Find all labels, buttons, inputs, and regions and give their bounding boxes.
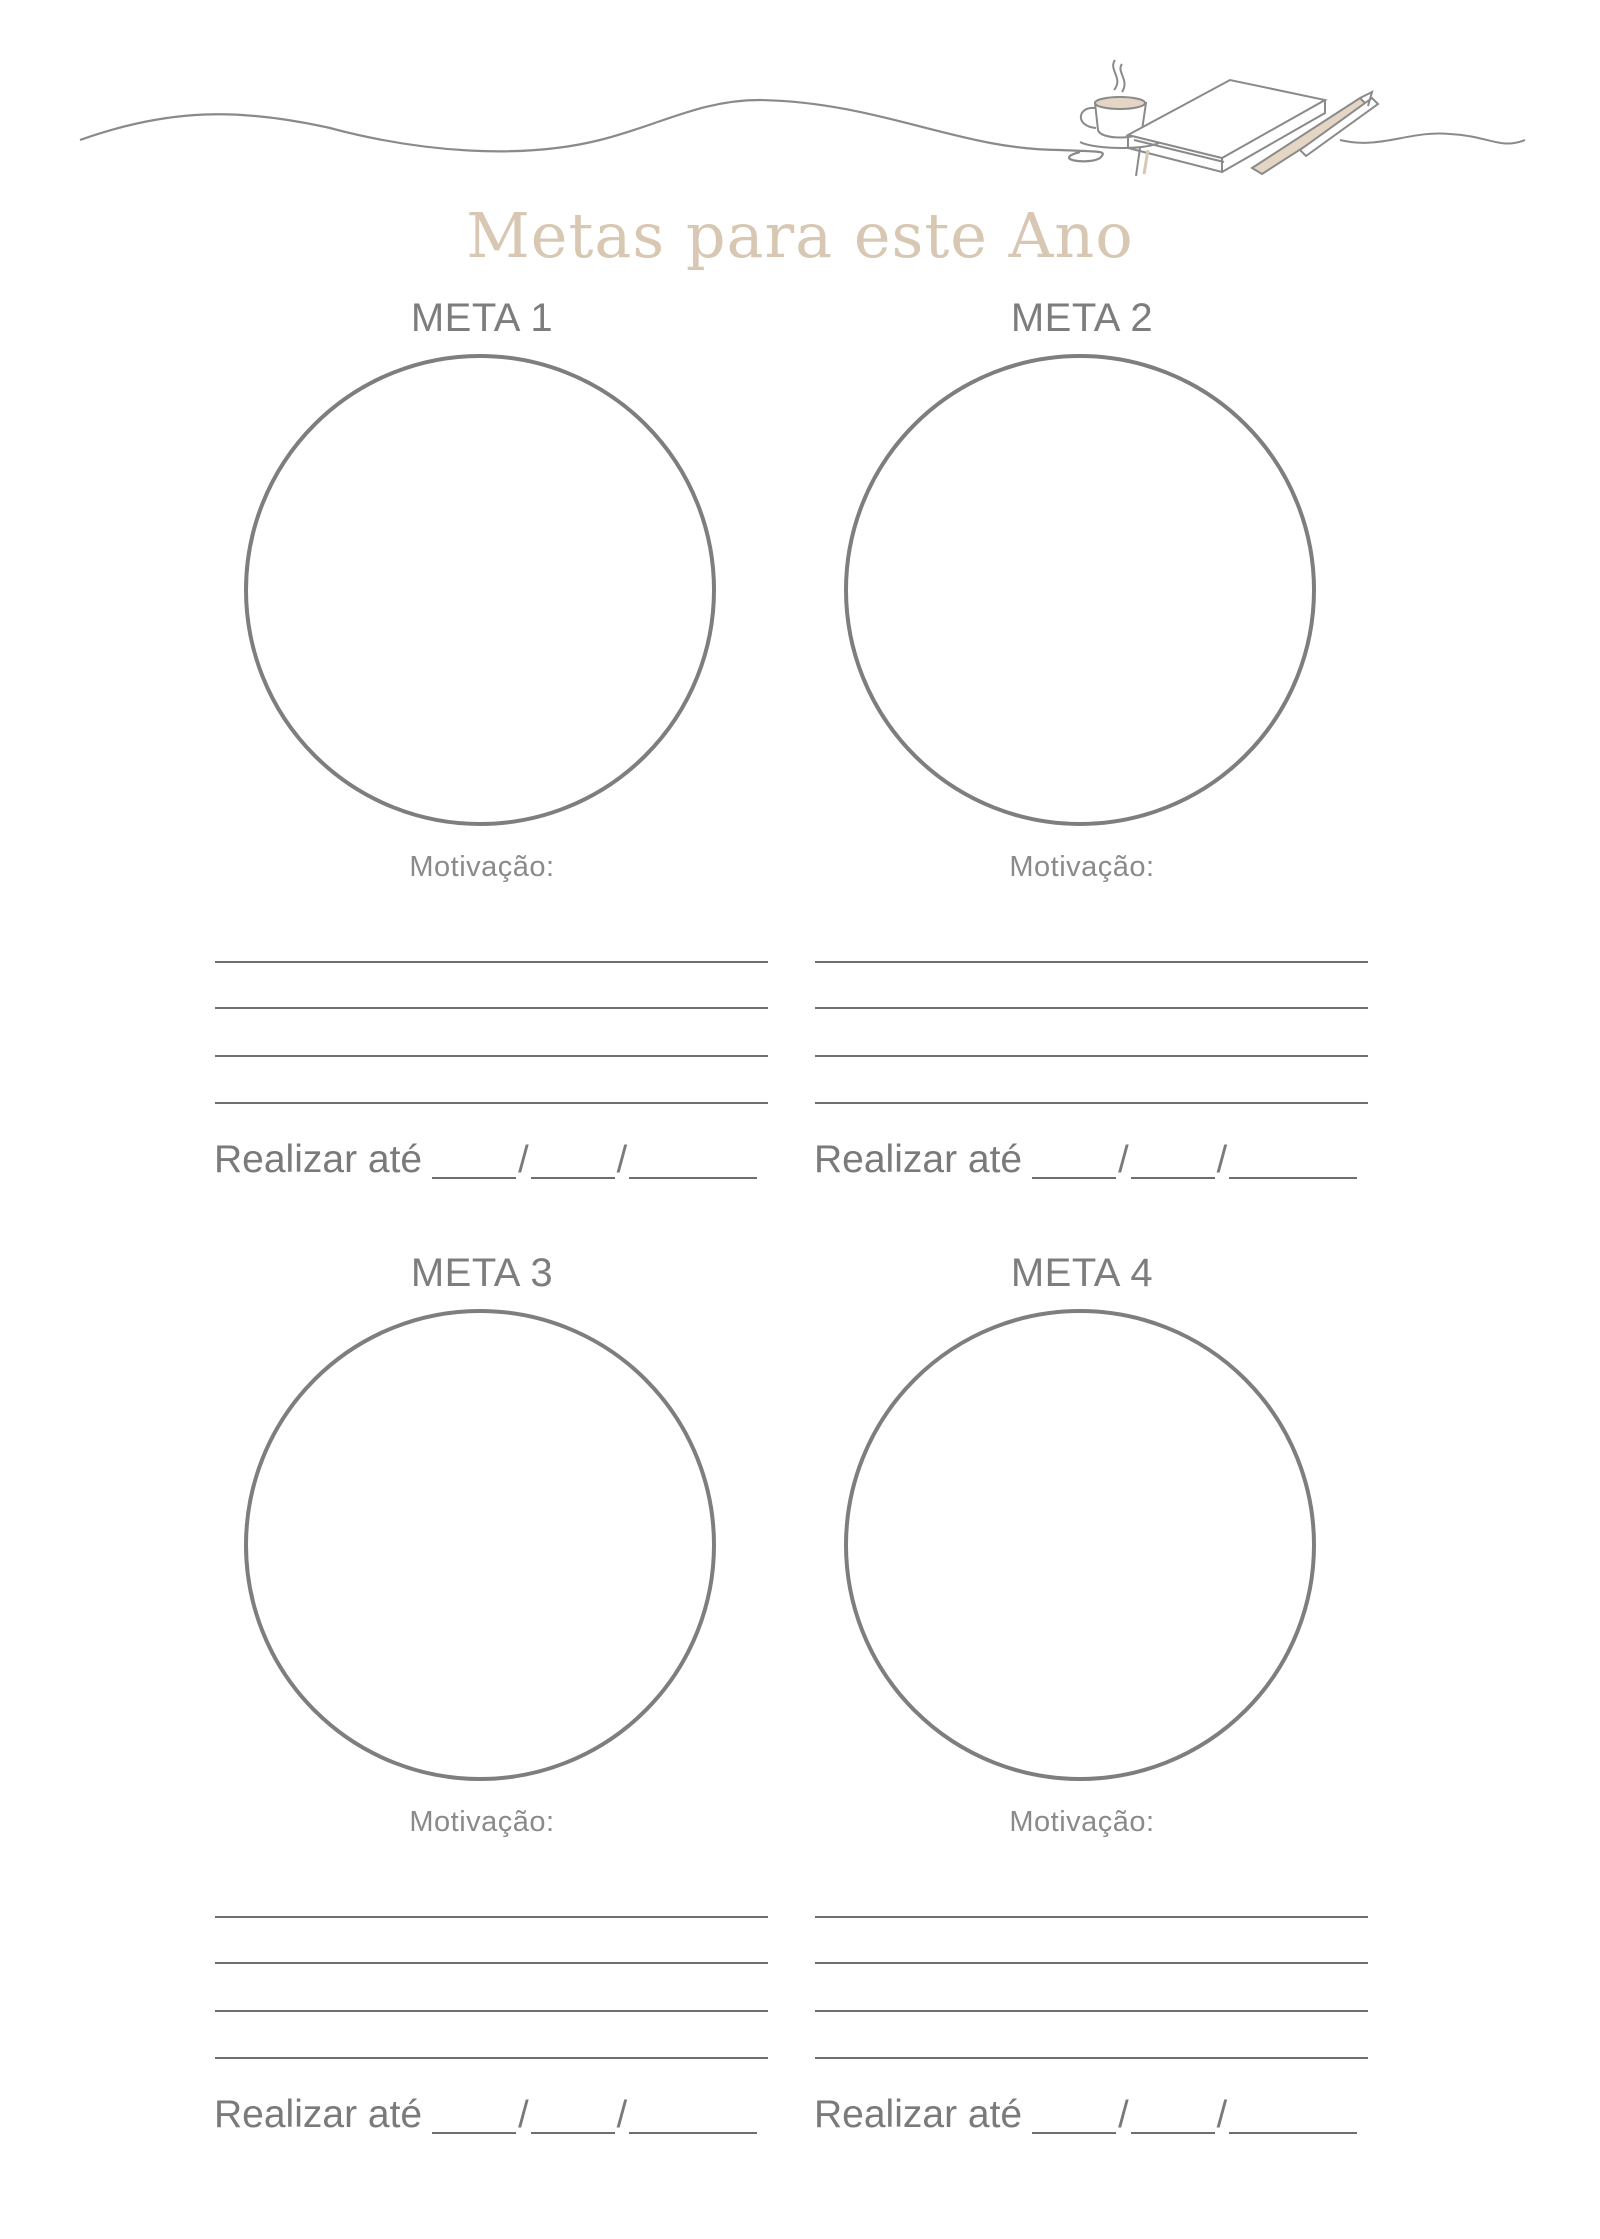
deadline-month-blank[interactable]: [1131, 1141, 1215, 1179]
deadline-day-blank[interactable]: [432, 1141, 516, 1179]
motivation-line-2[interactable]: [215, 1962, 768, 1964]
deadline-year-blank[interactable]: [629, 1141, 757, 1179]
deadline-day-blank[interactable]: [1032, 1141, 1116, 1179]
goal-circle[interactable]: [244, 354, 716, 826]
deadline-month-blank[interactable]: [1131, 2096, 1215, 2134]
deadline-day-blank[interactable]: [1032, 2096, 1116, 2134]
motivation-line-4[interactable]: [815, 1102, 1368, 1104]
motivation-label: Motivação:: [409, 1806, 555, 1838]
motivation-line-3[interactable]: [215, 2010, 768, 2012]
deadline-row: [814, 2095, 1374, 2143]
motivation-line-1[interactable]: [815, 1916, 1368, 1918]
goal-title: META 2: [1010, 296, 1154, 340]
motivation-line-3[interactable]: [815, 1055, 1368, 1057]
date-separator: /: [1216, 1139, 1228, 1181]
goal-title: META 4: [1010, 1251, 1154, 1295]
motivation-line-4[interactable]: [215, 2057, 768, 2059]
goal-circle[interactable]: [844, 1309, 1316, 1781]
motivation-line-3[interactable]: [815, 2010, 1368, 2012]
deadline-label: Realizar até: [814, 1138, 1023, 1181]
goal-circle[interactable]: [244, 1309, 716, 1781]
date-separator: /: [1118, 1139, 1129, 1181]
motivation-line-2[interactable]: [815, 1962, 1368, 1964]
deadline-row: [814, 1140, 1374, 1188]
deadline-year-blank[interactable]: [1229, 1141, 1357, 1179]
goal-title: META 3: [410, 1251, 554, 1295]
motivation-line-3[interactable]: [215, 1055, 768, 1057]
date-separator: /: [616, 1139, 628, 1181]
header-illustration: [0, 0, 1600, 200]
date-separator: /: [1118, 2094, 1129, 2136]
goal-card-2: [812, 290, 1372, 1190]
date-separator: /: [518, 1139, 529, 1181]
goal-circle[interactable]: [844, 354, 1316, 826]
deadline-month-blank[interactable]: [531, 1141, 615, 1179]
motivation-line-2[interactable]: [215, 1007, 768, 1009]
deadline-label: Realizar até: [214, 1138, 423, 1181]
motivation-label: Motivação:: [1009, 1806, 1155, 1838]
deadline-year-blank[interactable]: [1229, 2096, 1357, 2134]
motivation-line-1[interactable]: [815, 961, 1368, 963]
motivation-line-1[interactable]: [215, 1916, 768, 1918]
deadline-day-blank[interactable]: [432, 2096, 516, 2134]
goal-title: META 1: [410, 296, 554, 340]
deadline-row: [214, 2095, 774, 2143]
motivation-label: Motivação:: [1009, 851, 1155, 883]
deadline-row: [214, 1140, 774, 1188]
deadline-label: Realizar até: [814, 2093, 1023, 2136]
goal-card-3: [212, 1245, 772, 2145]
wave-line-right: [1340, 133, 1525, 143]
motivation-line-4[interactable]: [815, 2057, 1368, 2059]
deadline-year-blank[interactable]: [629, 2096, 757, 2134]
page-title: Metas para este Ano: [466, 199, 1134, 272]
deadline-label: Realizar até: [214, 2093, 423, 2136]
goal-card-1: [212, 290, 772, 1190]
motivation-line-2[interactable]: [815, 1007, 1368, 1009]
goal-card-4: [812, 1245, 1372, 2145]
motivation-line-4[interactable]: [215, 1102, 768, 1104]
motivation-label: Motivação:: [409, 851, 555, 883]
motivation-line-1[interactable]: [215, 961, 768, 963]
date-separator: /: [616, 2094, 628, 2136]
deadline-month-blank[interactable]: [531, 2096, 615, 2134]
date-separator: /: [518, 2094, 529, 2136]
notebook-icon: [1128, 80, 1325, 176]
date-separator: /: [1216, 2094, 1228, 2136]
wave-line-icon: [80, 100, 1103, 161]
